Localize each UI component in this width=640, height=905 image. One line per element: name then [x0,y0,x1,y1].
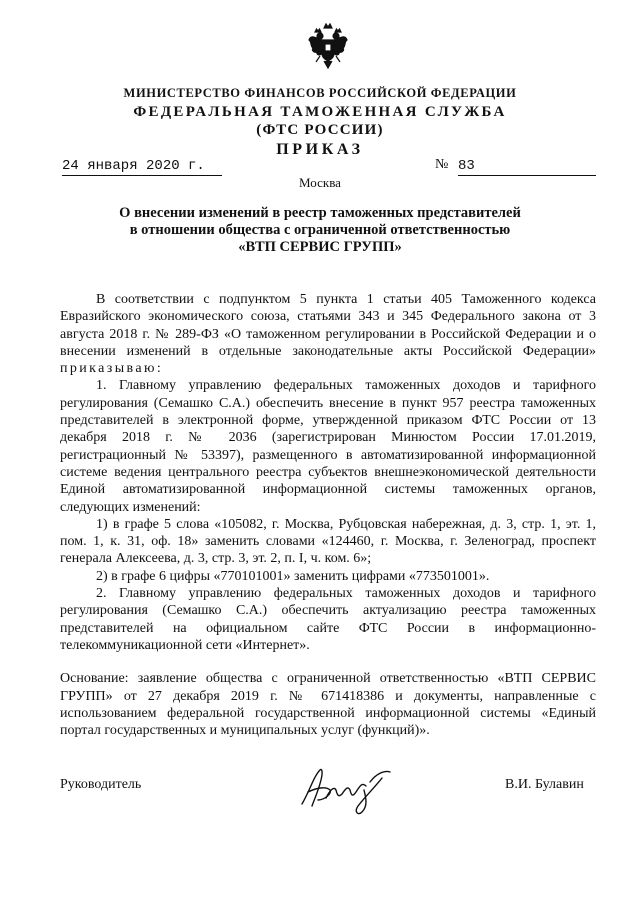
city: Москва [299,175,341,190]
preamble-text: В соответствии с подпунктом 5 пункта 1 статьи 405 Таможенного кодекса Евразийского экономического союза, статьями 343 и 345 Федерального закона от 3 августа 2018 г. № 289-ФЗ «О таможенном регулировании в Российской Федерации и о внесении изменений в отдельные законодательные акты Российской Федерации» [60,292,596,359]
item-1-1: 1) в графе 5 слова «105082, г. Москва, Рубцовская набережная, д. 3, стр. 1, эт. 1, пом. 1, к. 31, оф. 18» заменить словами «124460, г. Москва, г. Зеленоград, проспект генерала Алексеева, д. 3, стр. 3, эт. 2, п. I, ч. ком. 6»; [60,516,596,567]
item-2: 2. Главному управлению федеральных таможенных доходов и тарифного регулирования (Семашко С.А.) обеспечить актуализацию реестра таможенных представителей на официальном сайте ФТС России в информационно-телекоммуникационной сети «Интернет». [60,586,596,653]
service-name: ФЕДЕРАЛЬНАЯ ТАМОЖЕННАЯ СЛУЖБА [133,104,507,120]
preamble-paragraph [60,291,596,377]
basis-paragraph: Основание: заявление общества с ограниченной ответственностью «ВТП СЕРВИС ГРУПП» от 27 декабря 2019 г. № 671418386 и документы, направленные с использованием федеральной государственной информационной системы «Единый портал государственных и муниципальных услуг (функций)». [60,671,596,739]
order-date: 24 января 2020 г. [62,158,222,176]
handwritten-signature [296,760,396,818]
subject-line: «ВТП СЕРВИС ГРУПП» [238,239,402,255]
signer-name: В.И. Булавин [505,777,584,792]
signer-title: Руководитель [60,777,142,792]
subject-line: в отношении общества с ограниченной ответственностью [129,222,511,238]
order-number: 83 [458,158,596,176]
ministry-name: МИНИСТЕРСТВО ФИНАНСОВ РОССИЙСКОЙ ФЕДЕРАЦИИ [123,86,517,100]
item-1-2: 2) в графе 6 цифры «770101001» заменить цифрами «773501001». [96,568,490,584]
order-body [60,291,596,739]
item-1: 1. Главному управлению федеральных таможенных доходов и тарифного регулирования (Семашко С.А.) обеспечить внесение в пункт 957 реестра таможенных представителей в электронной форме, утвержденной приказом ФТС России от 13 декабря 2018 г. № 2036 (зарегистрирован Минюстом России 17.01.2019, регистрационный № 53397), размещенного в автоматизированной информационной системе ведения центрального реестра субъектов внешнеэкономической деятельности Единой автоматизированной информационной системы таможенных органов, следующих изменений: [60,378,596,515]
russian-coat-of-arms-icon [306,22,350,70]
document-type: ПРИКАЗ [276,141,364,158]
subject-line: О внесении изменений в реестр таможенных представителей [119,205,521,221]
number-sign: № [435,157,449,172]
order-word: приказываю: [60,361,164,377]
service-abbreviation: (ФТС РОССИИ) [256,122,384,138]
order-subject [0,205,640,256]
